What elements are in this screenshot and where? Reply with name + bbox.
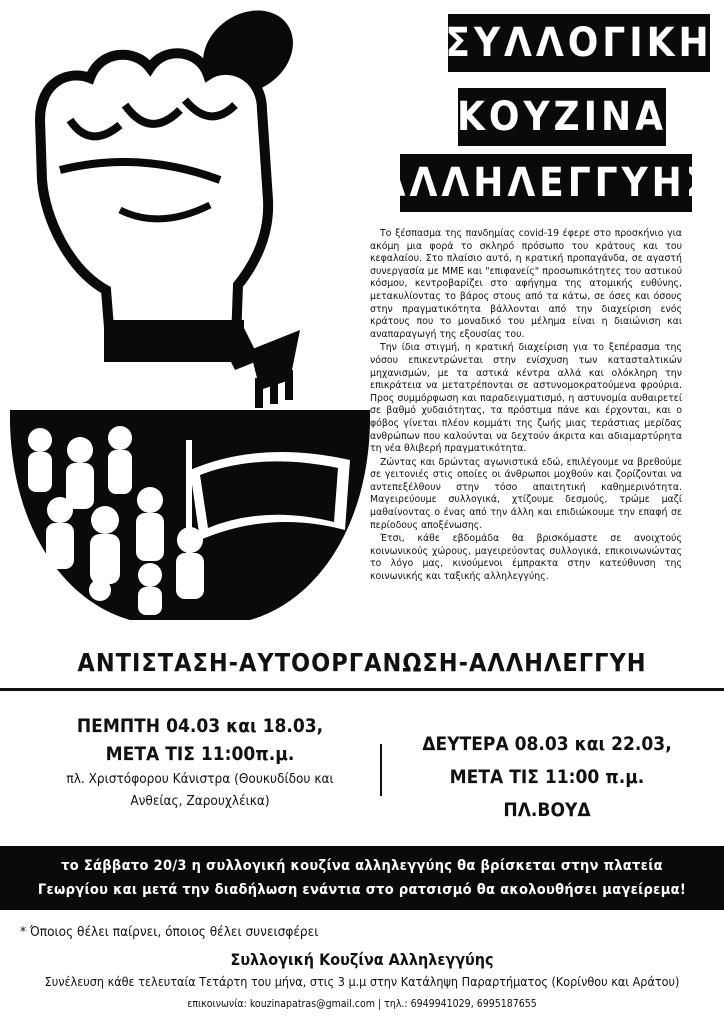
title-line-3: ΑΛΛΗΛΕΓΓΥΗΣ [400,154,692,212]
article-body [370,228,682,585]
schedule-right-place: ΠΛ.ΒΟΥΔ [503,799,591,821]
title-line-1: ΣΥΛΛΟΓΙΚΗ [448,14,710,72]
article-paragraph: Έτσι, κάθε εβδομάδα θα βρισκόμαστε σε ανοιχτούς κοινωνικούς χώρους, μαγειρεύοντας συλλογικά, επικοινωνώντας το λόγο μας, κινούμενοι έμπρακτα στην κατεύθυνση της κοινωνικής και ταξικής αλληλεγγύης. [370,533,682,583]
article-paragraph: Ζώντας και δρώντας αγωνιστικά εδώ, επιλέγουμε να βρεθούμε σε γειτονιές στις οποίες οι άνθρωποι μοχθούν και ζορίζονται να αντεπεξέλθουν στην τόσο απαιτητική καθημερινότητα. Μαγειρεύουμε συλλογικά, χτίζουμε δεσμούς, τρώμε μαζί μαθαίνοντας ο ένας από την άλλη και επιδιώκουμε την επαφή σε περίοδους αποξένωσης. [370,456,682,531]
announcement-banner [0,846,724,910]
banner-line: το Σάββατο 20/3 η συλλογική κουζίνα αλληλεγγύης θα βρίσκεται στην πλατεία [61,858,663,874]
slogan-heading: ΑΝΤΙΣΤΑΣΗ-ΑΥΤΟΟΡΓΑΝΩΣΗ-ΑΛΛΗΛΕΓΓΥΗ [77,648,647,677]
fist-spoon-fork-illustration-icon [0,0,380,640]
schedule-left-days: ΠΕΜΠΤΗ 04.03 και 18.03, [76,715,324,737]
title-line-2: ΚΟΥΖΙΝΑ [458,88,666,146]
bowl-icon [10,410,370,620]
schedule-left-place: πλ. Χριστόφορου Κάνιστρα (Θουκυδίδου και [66,771,334,787]
article-paragraph: Την ίδια στιγμή, η κρατική διαχείριση για το ξεπέρασμα της νόσου επικεντρώνεται στην ενίσχυση των κατασταλτικών μηχανισμών, με τα αστικά κέντρα αλλά και ολόκληρη την επικράτεια να μετατρέπονται σε αστυνομοκρατούμενα φρούρια. Προς συμμόρφωση και παραδειγματισμό, η αστυνομία αυθαιρετεί σε βαθμό χυδαιότητας, τα πρόστιμα πάνε και έρχονται, και ο φόβος γίνεται πλέον κομμάτι της ζωής μιας τεράστιας μερίδας ανθρώπων που καλούνται να δεχτούν άκριτα και αδιαμαρτύρητα τη νέα θλιβερή πραγματικότητα. [370,342,682,455]
schedule-left-place-detail: Ανθείας, Ζαρουχλέικα) [130,793,270,809]
footer-org-name: Συλλογική Κουζίνα Αλληλεγγύης [230,950,494,969]
schedule-right-days: ΔΕΥΤΕΡΑ 08.03 και 22.03, [422,733,672,755]
schedule-left-time: ΜΕΤΑ ΤΙΣ 11:00π.μ. [105,743,295,765]
schedule-right [392,728,702,827]
footer-contact-info: επικοινωνία: kouzinapatras@gmail.com | τηλ.: 6949941029, 6995187655 [187,998,537,1010]
schedule-left [30,712,370,812]
footer-meeting-info: Συνέλευση κάθε τελευταία Τετάρτη του μήνα, στις 3 μ.μ στην Κατάληψη Παραρτήματος (Κορίνθου και Αράτου) [44,974,680,989]
divider [0,688,724,691]
schedule-divider [380,744,382,796]
article-paragraph: Το ξέσπασμα της πανδημίας covid-19 έφερε στο προσκήνιο για ακόμη μια φορά το σκληρό πρόσωπο του κράτους και του κεφαλαίου. Στο πλαίσιο αυτό, η κρατική προπαγάνδα, σε αγαστή συνεργασία με ΜΜΕ και "επιφανείς" προσωπικότητες του αστικού κόσμου, κεντροβαρίζει στο αφήγημα της ατομικής ευθύνης, μετακυλίοντας το βάρος στους από τα κάτω, σε όσες και όσους στην πραγματικότητα βάλλονται από την διαχείριση ενός κράτους που το μοναδικό του μέλημα είναι η διαιώνιση και αναπαραγωγή της εξουσίας του. [370,228,682,340]
fist-icon [40,53,268,362]
footer-note: * Όποιος θέλει παίρνει, όποιος θέλει συνεισφέρει [20,924,319,940]
schedule-right-time: ΜΕΤΑ ΤΙΣ 11:00 π.μ. [449,766,645,788]
banner-line: Γεωργίου και μετά την διαδήλωση ενάντια στο ρατσισμό θα ακολουθήσει μαγείρεμα! [37,882,687,898]
